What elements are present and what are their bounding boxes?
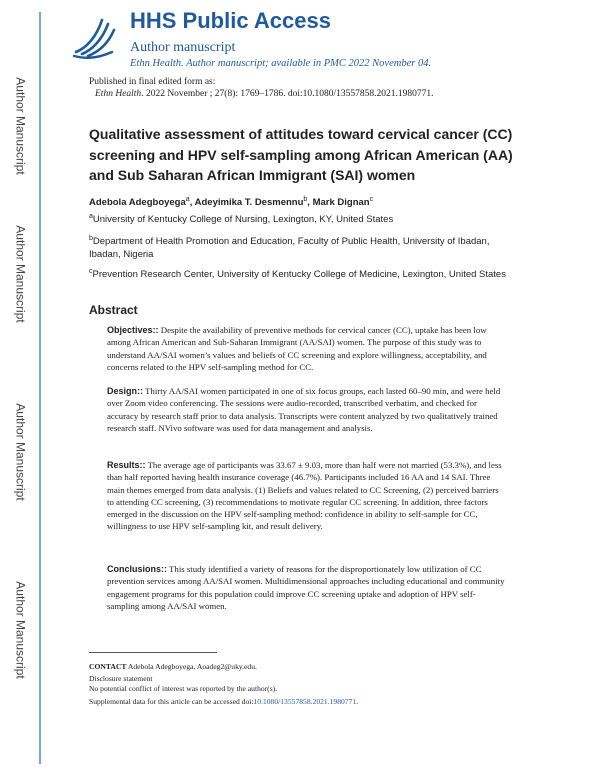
author-manuscript-subtitle: Author manuscript	[130, 40, 236, 55]
disclosure-text: No potential conflict of interest was reported by the author(s).	[89, 684, 278, 693]
side-label: Author Manuscript	[14, 403, 29, 501]
author-sup: c	[369, 196, 374, 203]
section-text: Thirty AA/SAI women participated in one of six focus groups, each lasted 60–90 min, and were held over Zoom video conferencing. The sessions were audio-recorded, transcribed verbatim, and checked for accuracy by research staff prior to data analysis. Transcripts were content analyzed by two qualitatively trained research staff. NVivo software was used for data management and analysis.	[107, 386, 501, 433]
availability-line: Ethn Health. Author manuscript; available in PMC 2022 November 04.	[130, 58, 432, 69]
section-label: Objectives::	[107, 325, 159, 335]
section-label: Results::	[107, 460, 146, 470]
abstract-design	[107, 385, 507, 434]
author-name: Mark Dignan	[312, 197, 370, 209]
abstract-heading: Abstract	[89, 303, 138, 317]
article-title: Qualitative assessment of attitudes toward cervical cancer (CC) screening and HPV self-sampling among African American (AA) and Sub Saharan African Immigrant (SAI) women	[89, 126, 513, 183]
contact-footnote: CONTACT Adebola Adegboyega, Aoadeg2@uky.edu.	[89, 662, 257, 671]
side-label: Author Manuscript	[14, 581, 29, 679]
section-text: The average age of participants was 33.67 ± 9.03, more than half were not married (53.3%), and less than half reported having health insurance coverage (46.7%). Participants included 16 AA and 14 SAI. Three main themes emerged from data analysis. (1) Beliefs and values related to CC Screening, (2) perceived barriers to attending CC screening, (3) recommendations to motivate regular CC screening. In addition, three factors emerged in the discussion on the HPV self-sampling method: confidence in ability to self-sample for CC, willingness to use HPV self-sampling kit, and result delivery.	[107, 460, 502, 532]
affiliation: $^b$Department of Health Promotion and Education, Faculty of Public Health, University of Ibadan, Ibadan, Nigeria	[89, 235, 490, 261]
published-line: Published in final edited form as:	[89, 77, 216, 87]
abstract-results	[107, 459, 507, 533]
side-label: Author Manuscript	[14, 225, 29, 323]
section-label: Design::	[107, 386, 143, 396]
citation-details: . 2022 November ; 27(8): 1769–1786. doi:10.1080/13557858.2021.1980771.	[141, 89, 434, 99]
author-name: Adeyimika T. Desmennu	[194, 197, 304, 209]
footnote-divider	[89, 652, 217, 653]
section-text: This study identified a variety of reasons for the disproportionately low utilization of CC prevention services among AA/SAI women. Multidimensional approaches including educational and community engagement programs for this population could improve CC screening uptake and adoption of HPV self-sampling among AA/SAI women.	[107, 564, 505, 611]
abstract-conclusions	[107, 563, 507, 612]
side-label: Author Manuscript	[14, 77, 29, 175]
citation	[89, 88, 434, 100]
author-sup: a	[185, 196, 190, 203]
margin-rule	[39, 12, 41, 764]
affiliation: $^a$University of Kentucky College of Nursing, Lexington, KY, United States	[89, 213, 394, 226]
hhs-eagle-logo-icon	[72, 12, 118, 62]
section-text: Despite the availability of preventive methods for cervical cancer (CC), uptake has been low among African American and Sub-Saharan Immigrant (AA/SAI) women. The purpose of this study was to understand AA/SAI women’s values and beliefs of CC screening and explore willingness, acceptability, and concerns related to the HPV self-sampling method for CC.	[107, 325, 487, 372]
hhs-public-access-title: HHS Public Access	[130, 8, 331, 33]
doi-link[interactable]: 10.1080/13557858.2021.1980771	[253, 697, 357, 706]
affiliation: $^c$Prevention Research Center, University of Kentucky College of Medicine, Lexington, United States	[89, 268, 506, 281]
author-name: Adebola Adegboyega	[89, 197, 186, 209]
section-label: Conclusions::	[107, 564, 167, 574]
journal-name: Ethn Health	[95, 89, 142, 99]
supplemental-footnote: Supplemental data for this article can be accessed doi:10.1080/13557858.2021.1980771.	[89, 697, 359, 706]
disclosure-heading: Disclosure statement	[89, 674, 153, 683]
author-manuscript-margin	[0, 0, 44, 776]
author-list: Adebola Adegboyega$^a$, Adeyimika T. Desmennu$^b$, Mark Dignan$^c$	[89, 196, 374, 209]
abstract-objectives	[107, 324, 507, 373]
author-sup: b	[303, 196, 308, 203]
publication-info	[89, 76, 434, 100]
